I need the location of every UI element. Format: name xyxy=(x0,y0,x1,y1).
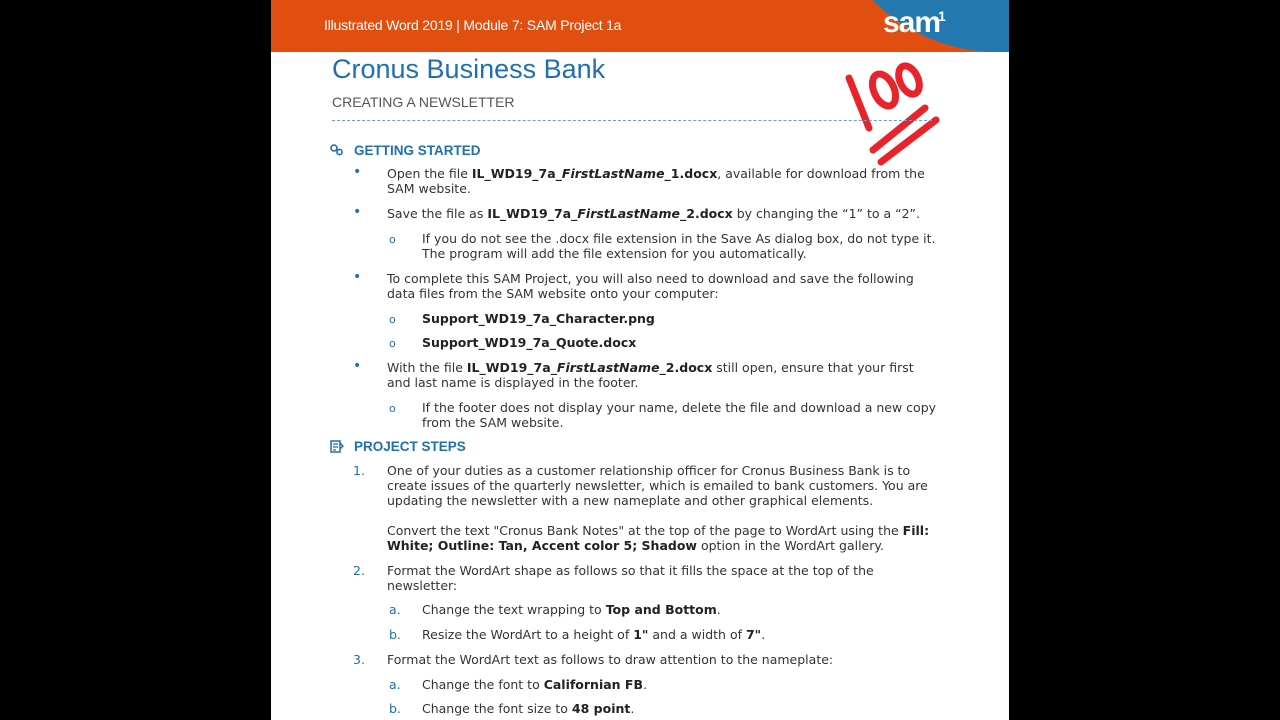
list-item-text: One of your duties as a customer relationship officer for Cronus Business Bank is to create issues of the quarterly newsletter, which is emailed to bank customers. You are updating the newsletter with a new nameplate and other graphical elements. xyxy=(387,463,928,508)
header-banner xyxy=(271,0,1009,52)
list-item-text: Format the WordArt shape as follows so that it fills the space at the top of the newsletter: xyxy=(387,563,874,593)
list-item-text: To complete this SAM Project, you will also need to download and save the following data files from the SAM website onto your computer: xyxy=(387,271,914,301)
list-marker: o xyxy=(389,313,396,326)
handwritten-100-stamp xyxy=(841,58,941,168)
section-heading: PROJECT STEPS xyxy=(354,439,466,454)
list-marker: • xyxy=(353,204,362,220)
gears-icon xyxy=(330,144,344,156)
sam-logo: sam$^1$ xyxy=(883,6,945,39)
list-item-text: Support_WD19_7a_Character.png xyxy=(422,311,655,326)
list-item-text: If you do not see the .docx file extension in the Save As dialog box, do not type it. The program will add the file extension for you automatically. xyxy=(422,231,936,261)
document-subtitle: CREATING A NEWSLETTER xyxy=(332,94,515,110)
list-marker: • xyxy=(353,269,362,285)
list-item-text: Change the text wrapping to Top and Bottom. xyxy=(422,602,721,617)
list-marker: a. xyxy=(389,602,401,617)
list-marker: 1. xyxy=(353,463,365,478)
steps-icon xyxy=(330,440,344,453)
list-marker: • xyxy=(353,164,362,180)
document-page xyxy=(271,0,1009,720)
list-marker: b. xyxy=(389,701,401,716)
list-marker: o xyxy=(389,402,396,415)
list-marker: b. xyxy=(389,627,401,642)
list-item-text: Support_WD19_7a_Quote.docx xyxy=(422,335,637,350)
list-item-text: Change the font to Californian FB. xyxy=(422,677,647,692)
document-title: Cronus Business Bank xyxy=(332,54,606,84)
list-item-text: If the footer does not display your name, delete the file and download a new copy from the SAM website. xyxy=(422,400,937,430)
title-divider xyxy=(332,120,932,121)
sam-logo-mark: 1 xyxy=(938,8,945,24)
list-marker: • xyxy=(353,358,362,374)
list-item-text: Change the font size to 48 point. xyxy=(422,701,635,716)
list-item-text: Format the WordArt text as follows to draw attention to the nameplate: xyxy=(387,652,834,667)
banner-title: Illustrated Word 2019 | Module 7: SAM Project 1a xyxy=(324,17,622,33)
list-marker: 2. xyxy=(353,563,365,578)
list-marker: o xyxy=(389,233,396,246)
section-heading: GETTING STARTED xyxy=(354,143,481,158)
list-item-text: Open the file IL_WD19_7a_FirstLastName_1.docx, available for download from the SAM website. xyxy=(387,166,925,196)
list-marker: 3. xyxy=(353,652,365,667)
list-marker: o xyxy=(389,337,396,350)
list-item-text: Convert the text "Cronus Bank Notes" at the top of the page to WordArt using the Fill: White; Outline: Tan, Accent color 5; Shadow option in the WordArt gallery. xyxy=(387,523,930,553)
list-marker: a. xyxy=(389,677,401,692)
list-item-text: Save the file as IL_WD19_7a_FirstLastName_2.docx by changing the “1” to a “2”. xyxy=(387,206,921,221)
list-item-text: With the file IL_WD19_7a_FirstLastName_2.docx still open, ensure that your first and last name is displayed in the footer. xyxy=(387,360,914,390)
list-item-text: Resize the WordArt to a height of 1" and a width of 7". xyxy=(422,627,766,642)
